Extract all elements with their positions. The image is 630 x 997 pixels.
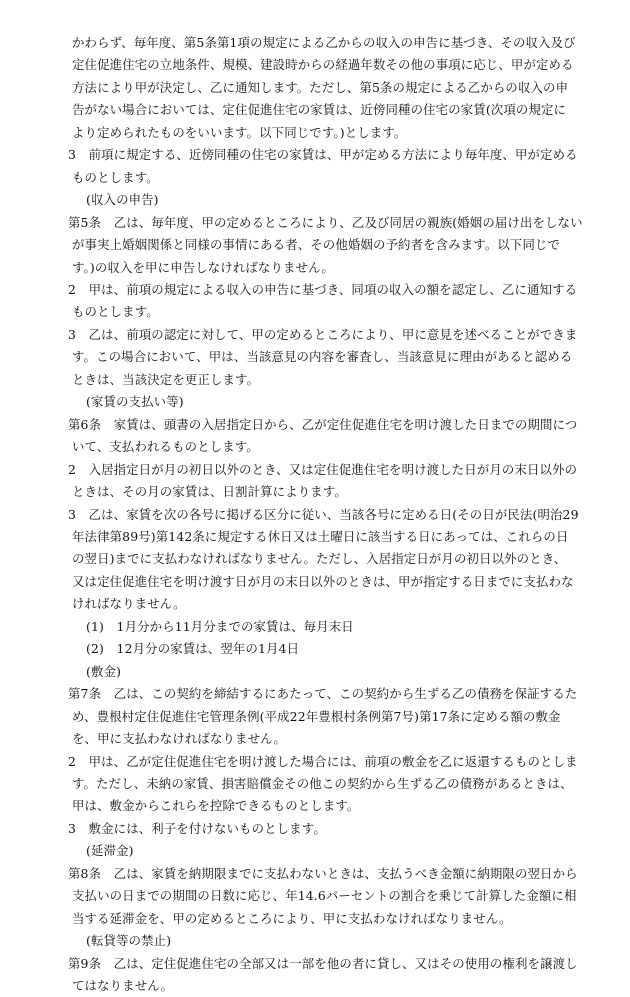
text-line: が事実上婚姻関係と同様の事情にある者、その他婚姻の予約者を含みます。以下同じで xyxy=(72,237,561,253)
section-heading-line: (2) 12月分の家賃は、翌年の1月4日 xyxy=(86,641,300,657)
text-line: ものとします。 xyxy=(72,169,159,185)
text-line: 支払いの日までの期間の日数に応じ、年14.6パーセントの割合を乗じて計算した金額に相 xyxy=(72,888,577,904)
text-line: 方法により甲が決定し、乙に通知します。ただし、第5条の規定による乙からの収入の申 xyxy=(72,79,569,95)
text-line: 定住促進住宅の立地条件、規模、建設時からの経過年数その他の事項に応じ、甲が定める xyxy=(72,57,574,73)
text-line: いて、支払われるものとします。 xyxy=(72,439,259,455)
text-line: 告がない場合においては、定住促進住宅の家賃は、近傍同種の住宅の家賃(次項の規定に xyxy=(72,102,567,118)
section-heading-line: (転貸等の禁止) xyxy=(86,933,172,949)
text-line: め、豊根村定住促進住宅管理条例(平成22年豊根村条例第7号)第17条に定める額の敷金 xyxy=(72,708,561,724)
article-start-line: 2 入居指定日が月の初日以外のとき、又は定住促進住宅を明け渡した日が月の末日以外の xyxy=(68,461,578,477)
text-line: てはなりません。 xyxy=(72,978,174,994)
article-start-line: 第6条 家賃は、頭書の入居指定日から、乙が定住促進住宅を明け渡した日までの期間につ xyxy=(68,416,578,432)
article-start-line: 3 敷金には、利子を付けないものとします。 xyxy=(68,820,326,836)
text-line: の翌日)までに支払わなければなりません。ただし、入居指定日が月の初日以外のとき、 xyxy=(72,551,567,567)
text-line: す。ただし、未納の家賃、損害賠償金その他この契約から生ずる乙の債務があるときは、 xyxy=(72,775,573,791)
text-line: す。)の収入を甲に申告しなければなりません。 xyxy=(72,259,334,275)
section-heading-line: (1) 1月分から11月分までの家賃は、毎月末日 xyxy=(86,618,354,634)
text-line: 当する延滞金を、甲の定めるところにより、甲に支払わなければなりません。 xyxy=(72,910,512,926)
article-start-line: 第9条 乙は、定住促進住宅の全部又は一部を他の者に貸し、又はその使用の権利を譲渡し xyxy=(68,955,578,971)
text-line: ときは、当該決定を更正します。 xyxy=(72,371,260,387)
text-line: 又は定住促進住宅を明け渡す日が月の末日以外のときは、甲が指定する日までに支払わな xyxy=(72,573,574,589)
text-line: ものとします。 xyxy=(72,304,159,320)
text-line: 年法律第89号)第142条に規定する休日又は土曜日に該当する日にあっては、これらの日 xyxy=(72,528,569,544)
text-line: 甲は、敷金からこれらを控除できるものとします。 xyxy=(72,798,360,814)
article-start-line: 第8条 乙は、家賃を納期限までに支払わないときは、支払うべき金額に納期限の翌日から xyxy=(68,865,578,881)
section-heading-line: (収入の申告) xyxy=(86,192,159,208)
text-line: ければなりません。 xyxy=(72,596,186,612)
section-heading-line: (延滞金) xyxy=(86,843,134,859)
section-heading-line: (家賃の支払い等) xyxy=(86,394,184,410)
text-line: す。この場合において、甲は、当該意見の内容を審査し、当該意見に理由があると認める xyxy=(72,349,573,365)
text-line: かわらず、毎年度、第5条第1項の規定による乙からの収入の申告に基づき、その収入及び xyxy=(72,35,576,50)
article-start-line: 3 前項に規定する、近傍同種の住宅の家賃は、甲が定める方法により毎年度、甲が定める xyxy=(68,147,578,163)
article-start-line: 3 乙は、前項の認定に対して、甲の定めるところにより、甲に意見を述べることができま xyxy=(68,326,578,342)
article-start-line: 第7条 乙は、この契約を締結するにあたって、この契約から生ずる乙の債務を保証するた xyxy=(68,686,578,702)
article-start-line: 第5条 乙は、毎年度、甲の定めるところにより、乙及び同居の親族(婚姻の届け出をしない xyxy=(68,214,583,230)
text-line: を、甲に支払わなければなりません。 xyxy=(72,731,286,747)
article-start-line: 2 甲は、前項の規定による収入の申告に基づき、同項の収入の額を認定し、乙に通知する xyxy=(68,281,578,297)
section-heading-line: (敷金) xyxy=(86,663,122,679)
text-line: ときは、その月の家賃は、日割計算によります。 xyxy=(72,484,347,500)
text-line: より定められたものをいいます。以下同じです。)とします。 xyxy=(72,124,407,140)
article-start-line: 2 甲は、乙が定住促進住宅を明け渡した場合には、前項の敷金を乙に返還するものとしま xyxy=(68,753,578,769)
article-start-line: 3 乙は、家賃を次の各号に掲げる区分に従い、当該各号に定める日(その日が民法(明治29 xyxy=(68,506,579,522)
